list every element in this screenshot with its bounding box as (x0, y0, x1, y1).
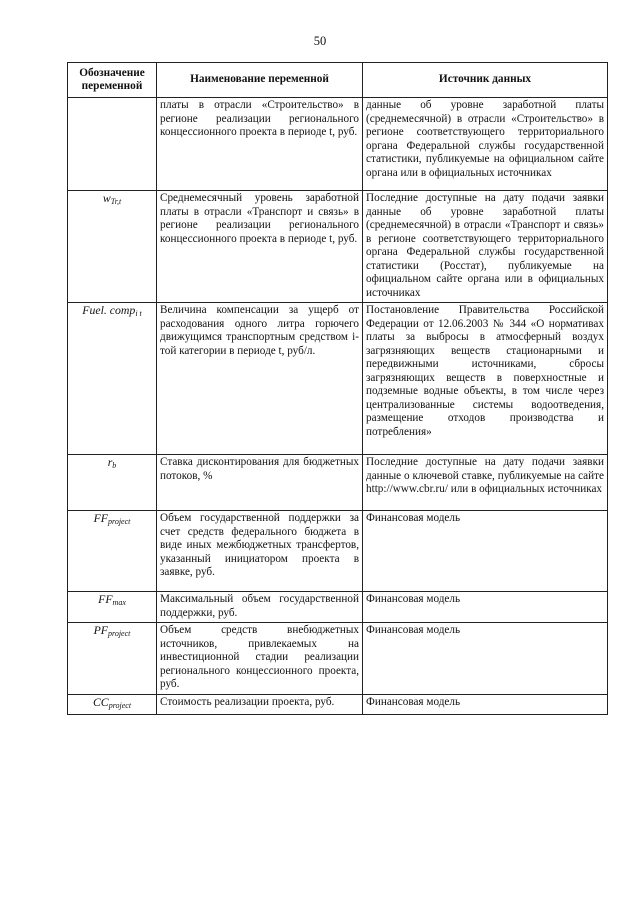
page-number: 50 (313, 34, 327, 48)
data-source: Финансовая модель (363, 623, 608, 695)
data-source: данные об уровне заработной платы (среднемесячной) в отрасли «Строительство» в регионе соответствующего территориального органа Федеральной службы государственной статистики, публикуемые на официальном сайте органа или в официальных источниках (363, 98, 608, 191)
variable-symbol: $CC_{project}$ (68, 694, 157, 715)
variable-description: Объем средств внебюджетных источников, привлекаемых на инвестиционной стадии реализации регионального концессионного проекта, руб. (157, 623, 363, 695)
variable-description: Ставка дисконтирования для бюджетных потоков, % (157, 455, 363, 511)
table-row (68, 303, 608, 455)
table-row (68, 455, 608, 511)
variable-symbol: $FF_{project}$ (68, 511, 157, 592)
variable-symbol: $w_{Tr,t}$ (68, 191, 157, 303)
variable-symbol: $PF_{project}$ (68, 623, 157, 695)
table-row (68, 623, 608, 695)
table-row (68, 511, 608, 592)
variable-description: Объем государственной поддержки за счет средств федерального бюджета в виде иных межбюджетных трансфертов, указанный инициатором проекта в заявке, руб. (157, 511, 363, 592)
variable-symbol: $FF_{max}$ (68, 592, 157, 623)
table-header-row (68, 63, 608, 98)
variable-description: Стоимость реализации проекта, руб. (157, 694, 363, 715)
data-source: Последние доступные на дату подачи заявки данные об уровне заработной платы (среднемесячной) в отрасли «Транспорт и связь» в регионе соответствующего территориального органа Федеральной службы государственной статистики (Росстат), публикуемые на официальном сайте органа или в официальных источниках (363, 191, 608, 303)
table-row (68, 592, 608, 623)
table-row (68, 191, 608, 303)
variable-symbol (68, 98, 157, 191)
table-row (68, 98, 608, 191)
variable-description: Среднемесячный уровень заработной платы в отрасли «Транспорт и связь» в регионе реализации регионального концессионного проекта в периоде t, руб. (157, 191, 363, 303)
data-source: Постановление Правительства Российской Федерации от 12.06.2003 № 344 «О нормативах платы за выбросы в атмосферный воздух загрязняющих веществ стационарными и передвижными источниками, сбросы загрязняющих веществ в поверхностные и подземные водные объекты, в том числе через централизованные системы водоотведения, размещение отходов производства и потребления» (363, 303, 608, 455)
variable-description: Величина компенсации за ущерб от расходования одного литра горючего движущимся транспортным средством i-той категории в периоде t, руб/л. (157, 303, 363, 455)
data-source: Финансовая модель (363, 694, 608, 715)
header-name: Наименование переменной (157, 63, 363, 98)
variable-symbol: $r_b$ (68, 455, 157, 511)
data-source: Финансовая модель (363, 511, 608, 592)
variables-table (67, 62, 608, 715)
header-source: Источник данных (363, 63, 608, 98)
table-row (68, 694, 608, 715)
variable-symbol: Fuel. comp$_{i t}$ (68, 303, 157, 455)
header-symbol: Обозначение переменной (68, 63, 157, 98)
data-source: Последние доступные на дату подачи заявки данные о ключевой ставке, публикуемые на сайте http://www.cbr.ru/ или в официальных источниках (363, 455, 608, 511)
variable-description: платы в отрасли «Строительство» в регионе реализации регионального концессионного проекта в периоде t, руб. (157, 98, 363, 191)
variable-description: Максимальный объем государственной поддержки, руб. (157, 592, 363, 623)
data-source: Финансовая модель (363, 592, 608, 623)
